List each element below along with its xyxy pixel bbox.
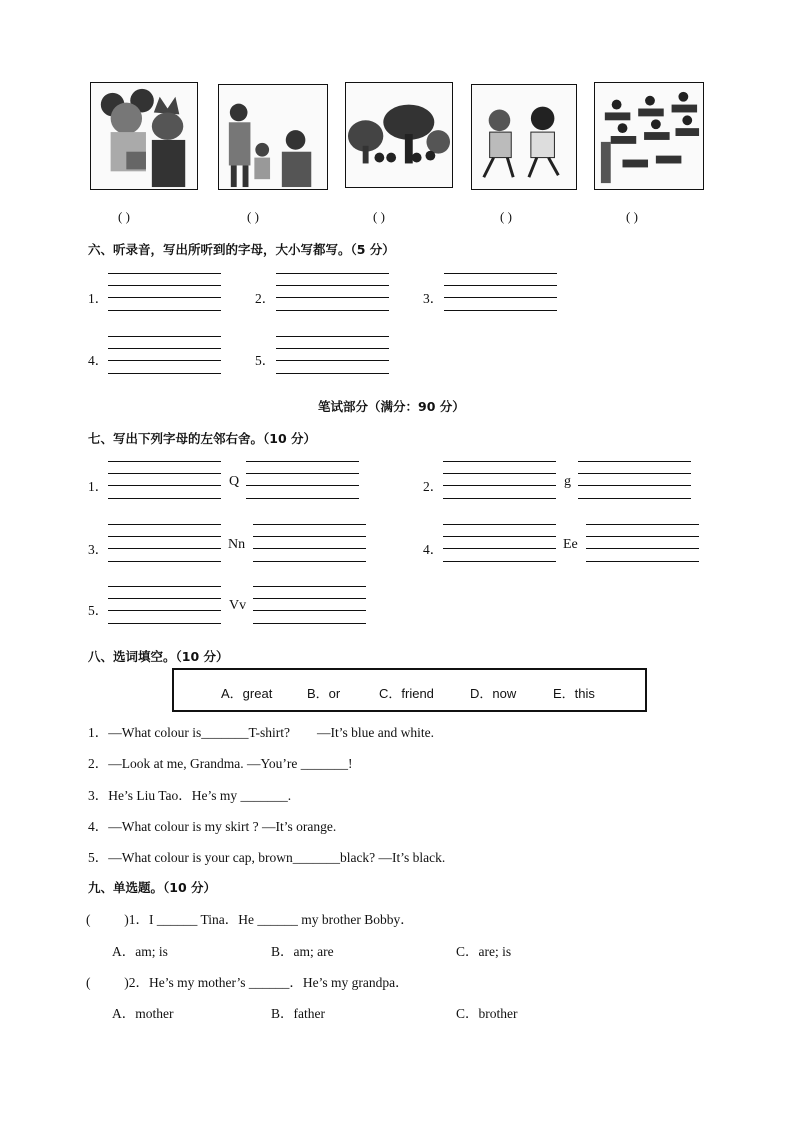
writing-lines-left[interactable]	[108, 524, 221, 562]
section-7-title: 七、写出下列字母的左邻右舍。（10 分）	[88, 431, 316, 446]
word-option-b: B．or	[307, 686, 341, 701]
section-8-title: 八、选词填空。（10 分）	[88, 649, 229, 664]
writing-lines[interactable]	[108, 273, 221, 311]
choice-option-c[interactable]: C．brother	[456, 1006, 518, 1021]
choice-option-a[interactable]: A．mother	[112, 1006, 174, 1021]
choice-option-b[interactable]: B．father	[271, 1006, 325, 1021]
writing-lines[interactable]	[276, 273, 389, 311]
word-option-e: E．this	[553, 686, 595, 701]
word-option-a: A．great	[221, 686, 273, 701]
cartoon-cat-mouse-picture	[90, 82, 198, 190]
given-letter: Ee	[563, 537, 578, 552]
writing-lines-right[interactable]	[586, 524, 699, 562]
writing-lines[interactable]	[108, 336, 221, 374]
writing-lines-left[interactable]	[443, 524, 556, 562]
writing-lines-right[interactable]	[253, 586, 366, 624]
writing-lines-right[interactable]	[246, 461, 359, 499]
writing-lines[interactable]	[276, 336, 389, 374]
item-number: 5．	[255, 353, 276, 368]
fill-question-5: 5．—What colour is your cap, brown_______black? —It’s black.	[88, 850, 446, 865]
writing-lines-left[interactable]	[108, 461, 221, 499]
item-number: 4．	[423, 542, 444, 557]
writing-lines-right[interactable]	[253, 524, 366, 562]
answer-paren-1[interactable]: ( )	[118, 209, 130, 224]
choice-option-b[interactable]: B．am; are	[271, 944, 334, 959]
given-letter: g	[564, 474, 571, 489]
item-number: 3．	[423, 291, 444, 306]
item-number: 2．	[423, 479, 444, 494]
item-number: 3．	[88, 542, 109, 557]
writing-lines-left[interactable]	[443, 461, 556, 499]
section-6-title: 六、听录音，写出所听到的字母，大小写都写。（5 分）	[88, 242, 395, 257]
answer-paren-4[interactable]: ( )	[500, 209, 512, 224]
writing-lines-left[interactable]	[108, 586, 221, 624]
choice-option-c[interactable]: C．are; is	[456, 944, 512, 959]
item-number: 2．	[255, 291, 276, 306]
fill-question-2: 2．—Look at me, Grandma. —You’re _______!	[88, 756, 353, 771]
family-members-picture	[218, 84, 328, 190]
item-number: 1．	[88, 291, 109, 306]
writing-lines[interactable]	[444, 273, 557, 311]
writing-lines-right[interactable]	[578, 461, 691, 499]
answer-paren-5[interactable]: ( )	[626, 209, 638, 224]
given-letter: Nn	[228, 537, 246, 552]
choice-question-1: ( )1．I ______ Tina．He ______ my brother Bobby．	[86, 912, 414, 927]
fill-question-4: 4．—What colour is my skirt ? —It’s orange.	[88, 819, 337, 834]
item-number: 5．	[88, 603, 109, 618]
trees-and-kids-picture	[345, 82, 453, 188]
given-letter: Q	[229, 474, 240, 489]
choice-option-a[interactable]: A．am; is	[112, 944, 168, 959]
classroom-picture	[594, 82, 704, 190]
answer-paren-3[interactable]: ( )	[373, 209, 385, 224]
answer-paren-2[interactable]: ( )	[247, 209, 259, 224]
given-letter: Vv	[229, 598, 247, 613]
word-option-c: C．friend	[379, 686, 434, 701]
written-part-title: 笔试部分（满分：90 分）	[318, 399, 465, 414]
item-number: 1．	[88, 479, 109, 494]
fill-question-3: 3．He’s Liu Tao．He’s my _______.	[88, 788, 292, 803]
choice-question-2: ( )2．He’s my mother’s ______．He’s my grandpa．	[86, 975, 409, 990]
fill-question-1: 1．—What colour is_______T-shirt? —It’s blue and white.	[88, 725, 434, 740]
section-9-title: 九、单选题。（10 分）	[88, 880, 216, 895]
item-number: 4．	[88, 353, 109, 368]
two-children-playing-picture	[471, 84, 577, 190]
word-option-d: D．now	[470, 686, 517, 701]
